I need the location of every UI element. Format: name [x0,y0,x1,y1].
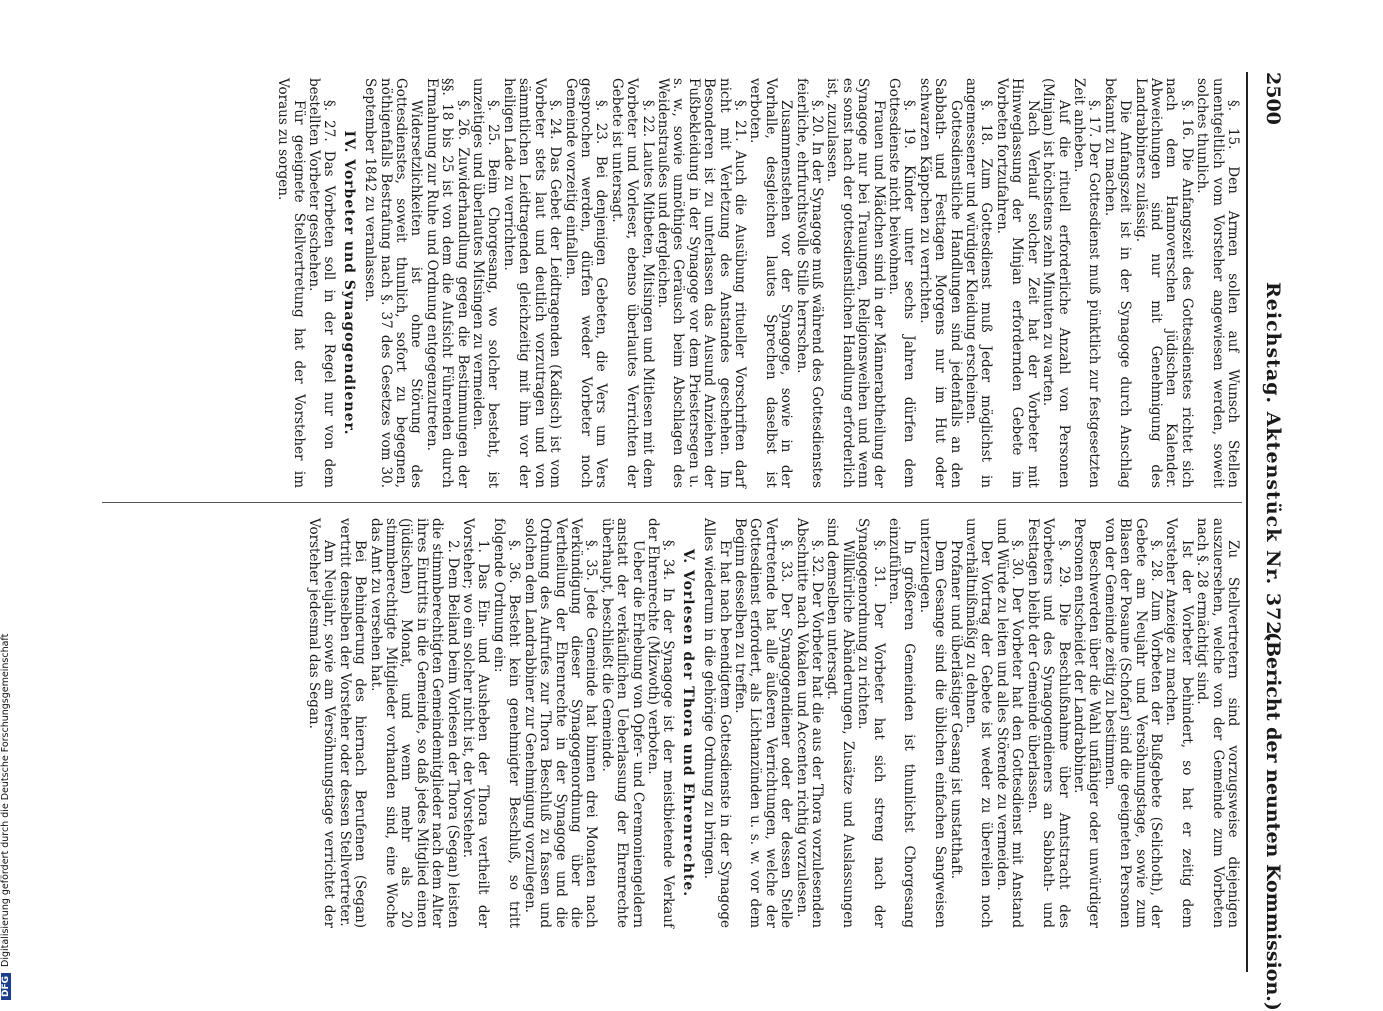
paragraph: Auf die rituell erforderliche Anzahl von Personen (Minjan) ist höchstens zehn Minuten zu warten. [1040,78,1072,488]
paragraph: Nach Verlauf solcher Zeit hat der Vorbeter mit Hinweglassung der Minjan erfordernden Gebete im Vorbeten fortzufahren. [993,78,1041,488]
paragraph: §. 28. Zum Vorbeten der Bußgebete (Selichoth), der Gebete am Neujahr und Versöhnungstage, sowie zum Blasen der Posaune (Schofar) sind die geeigneten Personen von der Gemeinde zeitig zu bestimmen. [1101,518,1164,928]
paragraph: Bei Behinderung des hiernach Berufenen (Segan) vertritt denselben der Vorsteher oder dessen Stellvertreter. [336,518,369,928]
paragraph: §. 36. Besteht kein genehmigter Beschluß, so tritt folgende Ordnung ein: [490,518,523,928]
paragraph: §. 15. Den Armen sollen auf Wunsch Stellen unentgeltlich vom Vorsteher angewiesen werden, soweit solches thunlich. [1194,78,1241,488]
page-header [1250,72,1290,1011]
paragraph: §. 24. Das Gebet der Leidtragenden (Kadisch) ist vom Vorbeter stets laut und deutlich vorzutragen und von sämmtlichen Leidtragenden gleichzeitig mit ihm vor der heiligen Lade zu verrichten. [500,78,564,488]
paragraph: Gottesdienstliche Handlungen sind jedenfalls an den Sabbath- und Festtagen Morgens nur im Hut oder schwarzen Käppchen zu verrichten. [916,78,964,488]
paragraph: §. 34. In der Synagoge ist der meistbietende Verkauf der Ehrenrechte (Mizwoth) verboten. [644,518,677,928]
paragraph: §. 26. Zuwiderhandlung gegen die Bestimmungen der §§. 18 bis 25 ist von dem die Aufsicht Führenden durch Ermahnung zur Ruhe und Ordnung entgegenzutreten. [423,78,471,488]
paragraph: Er hat nach beendigtem Gottesdienste in der Synagoge Alles wiederum in die gehörige Ordnung zu bringen. [701,518,733,928]
page-subtitle: (Bericht der neunten Kommission.) [1262,632,1284,1011]
paragraph: Die Anfangszeit ist in der Synagoge durch Anschlag bekannt zu machen. [1101,78,1134,488]
paragraph: 2. Dem Beiland beim Vorlesen der Thora (Segan) leisten die stimmberechtigten Gemeindemitglieder nach dem Alter ihres Eintritts in die Gemeinde, so daß jedes Mitglied einen (jüdischen) Monat, und wenn mehr als 20 stimmberechtigte Mitglieder vorhanden sind, eine Woche das Amt zu versehen hat. [367,518,461,928]
paragraph: Für geeignete Stellvertretung hat der Vorsteher im Voraus zu sorgen. [275,78,307,488]
dfg-logo: DFG [1,973,11,1000]
paragraph: Am Neujahr, sowie am Versöhnungstage verrichtet der Vorsteher jedesmal das Segan. [306,518,338,928]
column-divider [102,502,1242,503]
paragraph: §. 35. Jede Gemeinde hat binnen drei Monaten nach Verkündigung dieser Synagogenordnung über die Vertheilung der Ehrenrechte in der Synagoge und die Ordnung des Aufrufes zur Thora Beschluß zu fassen und solchen dem Landrabbiner zur Genehmigung vorzulegen. [521,518,600,928]
paragraph: Der Vortrag der Gebete ist weder zu übereilen noch unverhältnißmäßig zu dehnen. [963,518,995,928]
page-number: 2500 [1262,72,1284,125]
paragraph: Frauen und Mädchen sind in der Männerabtheilung der Synagoge nur bei Trauungen, Religionsweihen und wenn es sonst nach der gottesdienstlichen Handlung erforderlich ist, zuzulassen. [824,78,887,488]
paragraph: §. 18. Zum Gottesdienst muß Jeder möglichst in angemessener und würdiger Kleidung erscheinen. [963,78,995,488]
paragraph: §. 21. Auch die Ausübung ritueller Vorschriften darf nicht mit Verletzung des Anstandes geschehen. Im Besonderen ist zu unterlassen das Ausund Anziehen der Fußbekleidung in der Synagoge vor dem Priestersegen u. s. w., sowie unnöthiges Geräusch beim Abschlagen des Weidenstraußes und dergleichen. [654,78,748,488]
paragraph: §. 17. Der Gottesdienst muß pünktlich zur festgesetzten Zeit anheben. [1070,78,1103,488]
header-rule [1246,72,1248,972]
paragraph: §. 23. Bei denjenigen Gebeten, die Vers um Vers gesprochen werden, dürfen weder Vorbeter noch Gemeinde vorzeitig einfallen. [562,78,610,488]
paragraph: §. 32. Der Vorbeter hat die aus der Thora vorzulesenden Abschnitte nach Vokalen und Accenten richtig vorzulesen. [793,518,826,928]
rotated-page-content [85,72,1290,1011]
paragraph: In größeren Gemeinden ist thunlichst Chorgesang einzuführen. [886,518,918,928]
paragraph: §. 27. Das Vorbeten soll in der Regel nur von dem bestellten Vorbeter geschehen. [306,78,338,488]
paragraph: §. 25. Beim Chorgesang, wo solcher besteht, ist unzeitiges und überlautes Mitsingen zu vermeiden. [470,78,502,488]
digitization-note-text: Digitalisierung gefördert durch die Deutsche Forschungsgemeinschaft [0,633,11,967]
paragraph: §. 30. Der Vorbeter hat den Gottesdienst mit Anstand und Würde zu leiten und alles Störende zu vermeiden. [993,518,1026,928]
paragraph: Ist der Vorbeter behindert, so hat er zeitig dem Vorsteher Anzeige zu machen. [1163,518,1195,928]
paragraph: Ueber die Erhebung von Opfer- und Ceremoniengeldern anstatt der verkäuflichen Ueberlassung der Ehrenrechte überhaupt, beschließt die Gemeinde. [598,518,646,928]
paragraph: Beschwerden über die Wahl unfähiger oder unwürdiger Personen entscheidet der Landrabbiner. [1070,518,1103,928]
section-heading: V. Vorlesen der Thora und Ehrenrechte. [679,548,696,898]
paragraph: §. 31. Der Vorbeter hat sich streng nach der Synagogenordnung zu richten. [855,518,887,928]
page-title: Reichstag. Aktenstück Nr. 372. [1262,282,1284,644]
paragraph: §. 33. Der Synagogendiener oder der dessen Stelle Vertretende hat alle äußeren Verrichtungen, welche der Gottesdienst erfordert, als Lichtanzünden u. s. w. vor dem Beginn desselben zu treffen. [732,518,795,928]
paragraph: §. 19. Kinder unter sechs Jahren dürfen dem Gottesdienste nicht beiwohnen. [886,78,918,488]
digitization-note [0,0,14,1000]
paragraph: Profaner und überlästiger Gesang ist unstatthaft. [947,540,964,880]
paragraph: Zu Stellvertretern sind vorzugsweise diejenigen auszuersehen, welche von der Gemeinde zum Vorbeten nach §. 28 ermächtigt sind. [1194,518,1241,928]
right-column [306,518,1240,928]
section-heading: IV. Vorbeter und Synagogendiener. [340,130,357,436]
paragraph: §. 20. In der Synagoge muß während des Gottesdienstes feierliche, ehrfurchtsvolle Stille herrschen. [793,78,826,488]
paragraph: §. 16. Die Anfangszeit des Gottesdienstes richtet sich nach dem Hannoverschen jüdischen Kalender. Abweichungen sind nur mit Genehmigung des Landrabbiners zulässig. [1132,78,1195,488]
paragraph: Zusammenstehen vor der Synagoge, sowie in der Vorhalle, desgleichen lautes Sprechen daselbst ist verboten. [747,78,795,488]
paragraph: Willkürliche Abänderungen, Zusätze und Auslassungen sind demselben untersagt. [824,518,856,928]
left-column [275,78,1240,488]
paragraph: 1. Das Ein- und Ausheben der Thora vertheilt der Vorsteher; wo ein solcher nicht ist, der Vorsteher. [460,518,492,928]
paragraph: Dem Gesange sind die üblichen einfachen Sangweisen unterzulegen. [916,518,949,928]
paragraph: §. 29. Die Beschlußnahme über Amtstracht des Vorbeters und des Synagogendieners an Sabbath- und Festtagen bleibt der Gemeinde überlassen. [1024,518,1072,928]
paragraph: Widersetzlichkeiten ist ohne Störung des Gottesdienstes, soweit thunlich, sofort zu begegnen, nöthigenfalls Bestrafung nach §. 37 des Gesetzes vom 30. September 1842 zu veranlassen. [362,78,425,488]
paragraph: §. 22. Lautes Mitbeten, Mitsingen und Mitlesen mit dem Vorbeter und Vorleser, ebenso überlautes Verrichten der Gebete ist untersagt. [608,78,656,488]
